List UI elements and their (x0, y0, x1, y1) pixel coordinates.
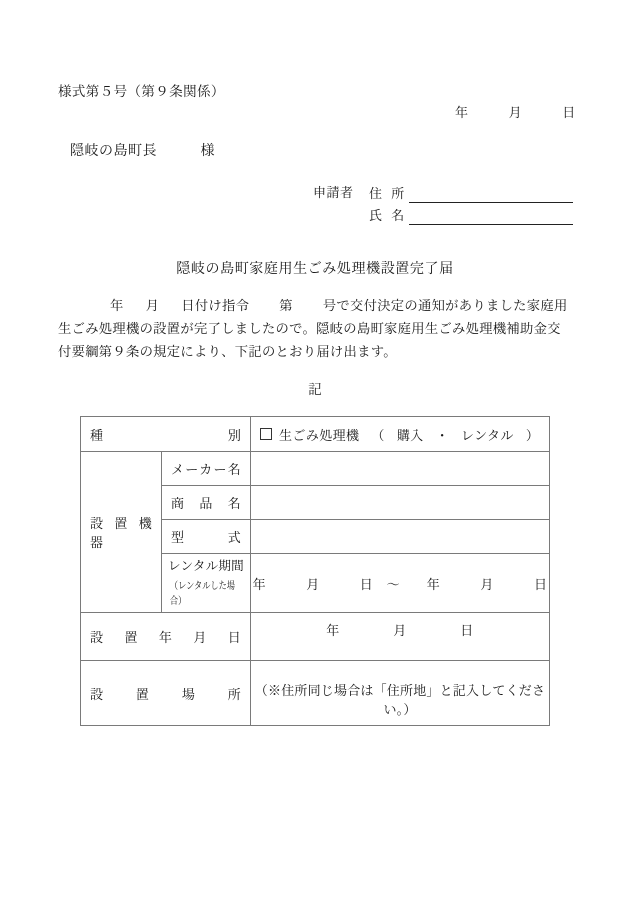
kind-label-cell (81, 417, 251, 452)
install-date-value: 年 月 日 (326, 623, 474, 638)
applicant-address-row (313, 181, 573, 203)
model-value-cell[interactable] (251, 520, 550, 554)
kind-paren-open: （ (371, 427, 385, 443)
table-row-maker (81, 452, 550, 486)
equipment-label-cell (81, 452, 162, 613)
kind-value-cell[interactable] (251, 417, 550, 452)
form-number: 様式第５号（第９条関係） (58, 84, 225, 99)
date-line: 年 月 日 (455, 105, 576, 120)
kind-paren-close: ） (525, 427, 540, 443)
ki-marker: 記 (308, 382, 322, 397)
body-year: 年 (110, 298, 124, 313)
applicant-address-input[interactable] (409, 185, 573, 203)
addressee: 隠岐の島町長 様 (70, 144, 215, 159)
install-place-inner (251, 661, 549, 725)
applicant-name-row (313, 203, 573, 225)
install-place-value-cell[interactable] (251, 661, 550, 726)
applicant-block (313, 181, 573, 225)
kind-option-rental[interactable]: レンタル (461, 427, 514, 443)
body-day-order: 日付け指令 (181, 298, 250, 313)
maker-label-cell (162, 452, 251, 486)
body-month: 月 (145, 298, 160, 313)
body-line1-tail: 号で交付決定の通知がありました家庭用 (322, 298, 568, 313)
table-row-install-place (81, 661, 550, 726)
product-value-cell[interactable] (251, 486, 550, 520)
model-label: 型 式 (171, 530, 242, 545)
kind-option-separator: ・ (435, 427, 450, 443)
kind-checkbox-label: 生ごみ処理機 (279, 427, 360, 443)
rental-label-cell (162, 554, 251, 613)
body-paragraph (58, 294, 573, 363)
rental-label-box (162, 554, 250, 612)
rental-period-value: 年 月 日 ～ 年 月 日 (252, 576, 548, 592)
install-date-label: 設 置 年 月 日 (90, 630, 242, 645)
page-title: 隠岐の島町家庭用生ごみ処理機設置完了届 (176, 262, 454, 277)
applicant-name-input[interactable] (409, 207, 573, 225)
applicant-address-label: 住 所 (369, 186, 408, 201)
maker-value-cell[interactable] (251, 452, 550, 486)
model-label-cell (162, 520, 251, 554)
checkbox-icon[interactable] (260, 428, 272, 440)
kind-option-purchase[interactable]: 購入 (396, 427, 424, 443)
applicant-title: 申請者 (313, 185, 354, 200)
install-date-value-cell[interactable] (251, 613, 550, 661)
equipment-label: 設 置 機 器 (90, 516, 152, 550)
install-place-label: 設 置 場 所 (90, 686, 242, 702)
applicant-name-label: 氏 名 (369, 208, 408, 223)
maker-label: メーカー名 (171, 462, 242, 477)
kind-label: 種 別 (90, 427, 242, 443)
kind-options (251, 425, 549, 444)
body-line3: 付要綱第９条の規定により、下記のとおり届け出ます。 (58, 344, 397, 359)
table-row-kind (81, 417, 550, 452)
rental-sublabel: （レンタルした場合） (169, 580, 235, 607)
rental-value-cell[interactable] (251, 554, 550, 613)
install-place-note: （※住所同じ場合は「住所地」と記入してください。） (254, 683, 546, 717)
body-number-prefix: 第 (279, 298, 293, 313)
product-label: 商 品 名 (171, 496, 242, 511)
applicant-title-spacer (313, 223, 369, 225)
install-place-label-cell (81, 661, 251, 726)
form-table (80, 416, 550, 726)
table-row-install-date (81, 613, 550, 661)
product-label-cell (162, 486, 251, 520)
install-date-label-cell (81, 613, 251, 661)
rental-label: レンタル期間 (168, 559, 244, 574)
body-line2: 生ごみ処理機の設置が完了しましたので。隠岐の島町家庭用生ごみ処理機補助金交 (58, 321, 561, 336)
